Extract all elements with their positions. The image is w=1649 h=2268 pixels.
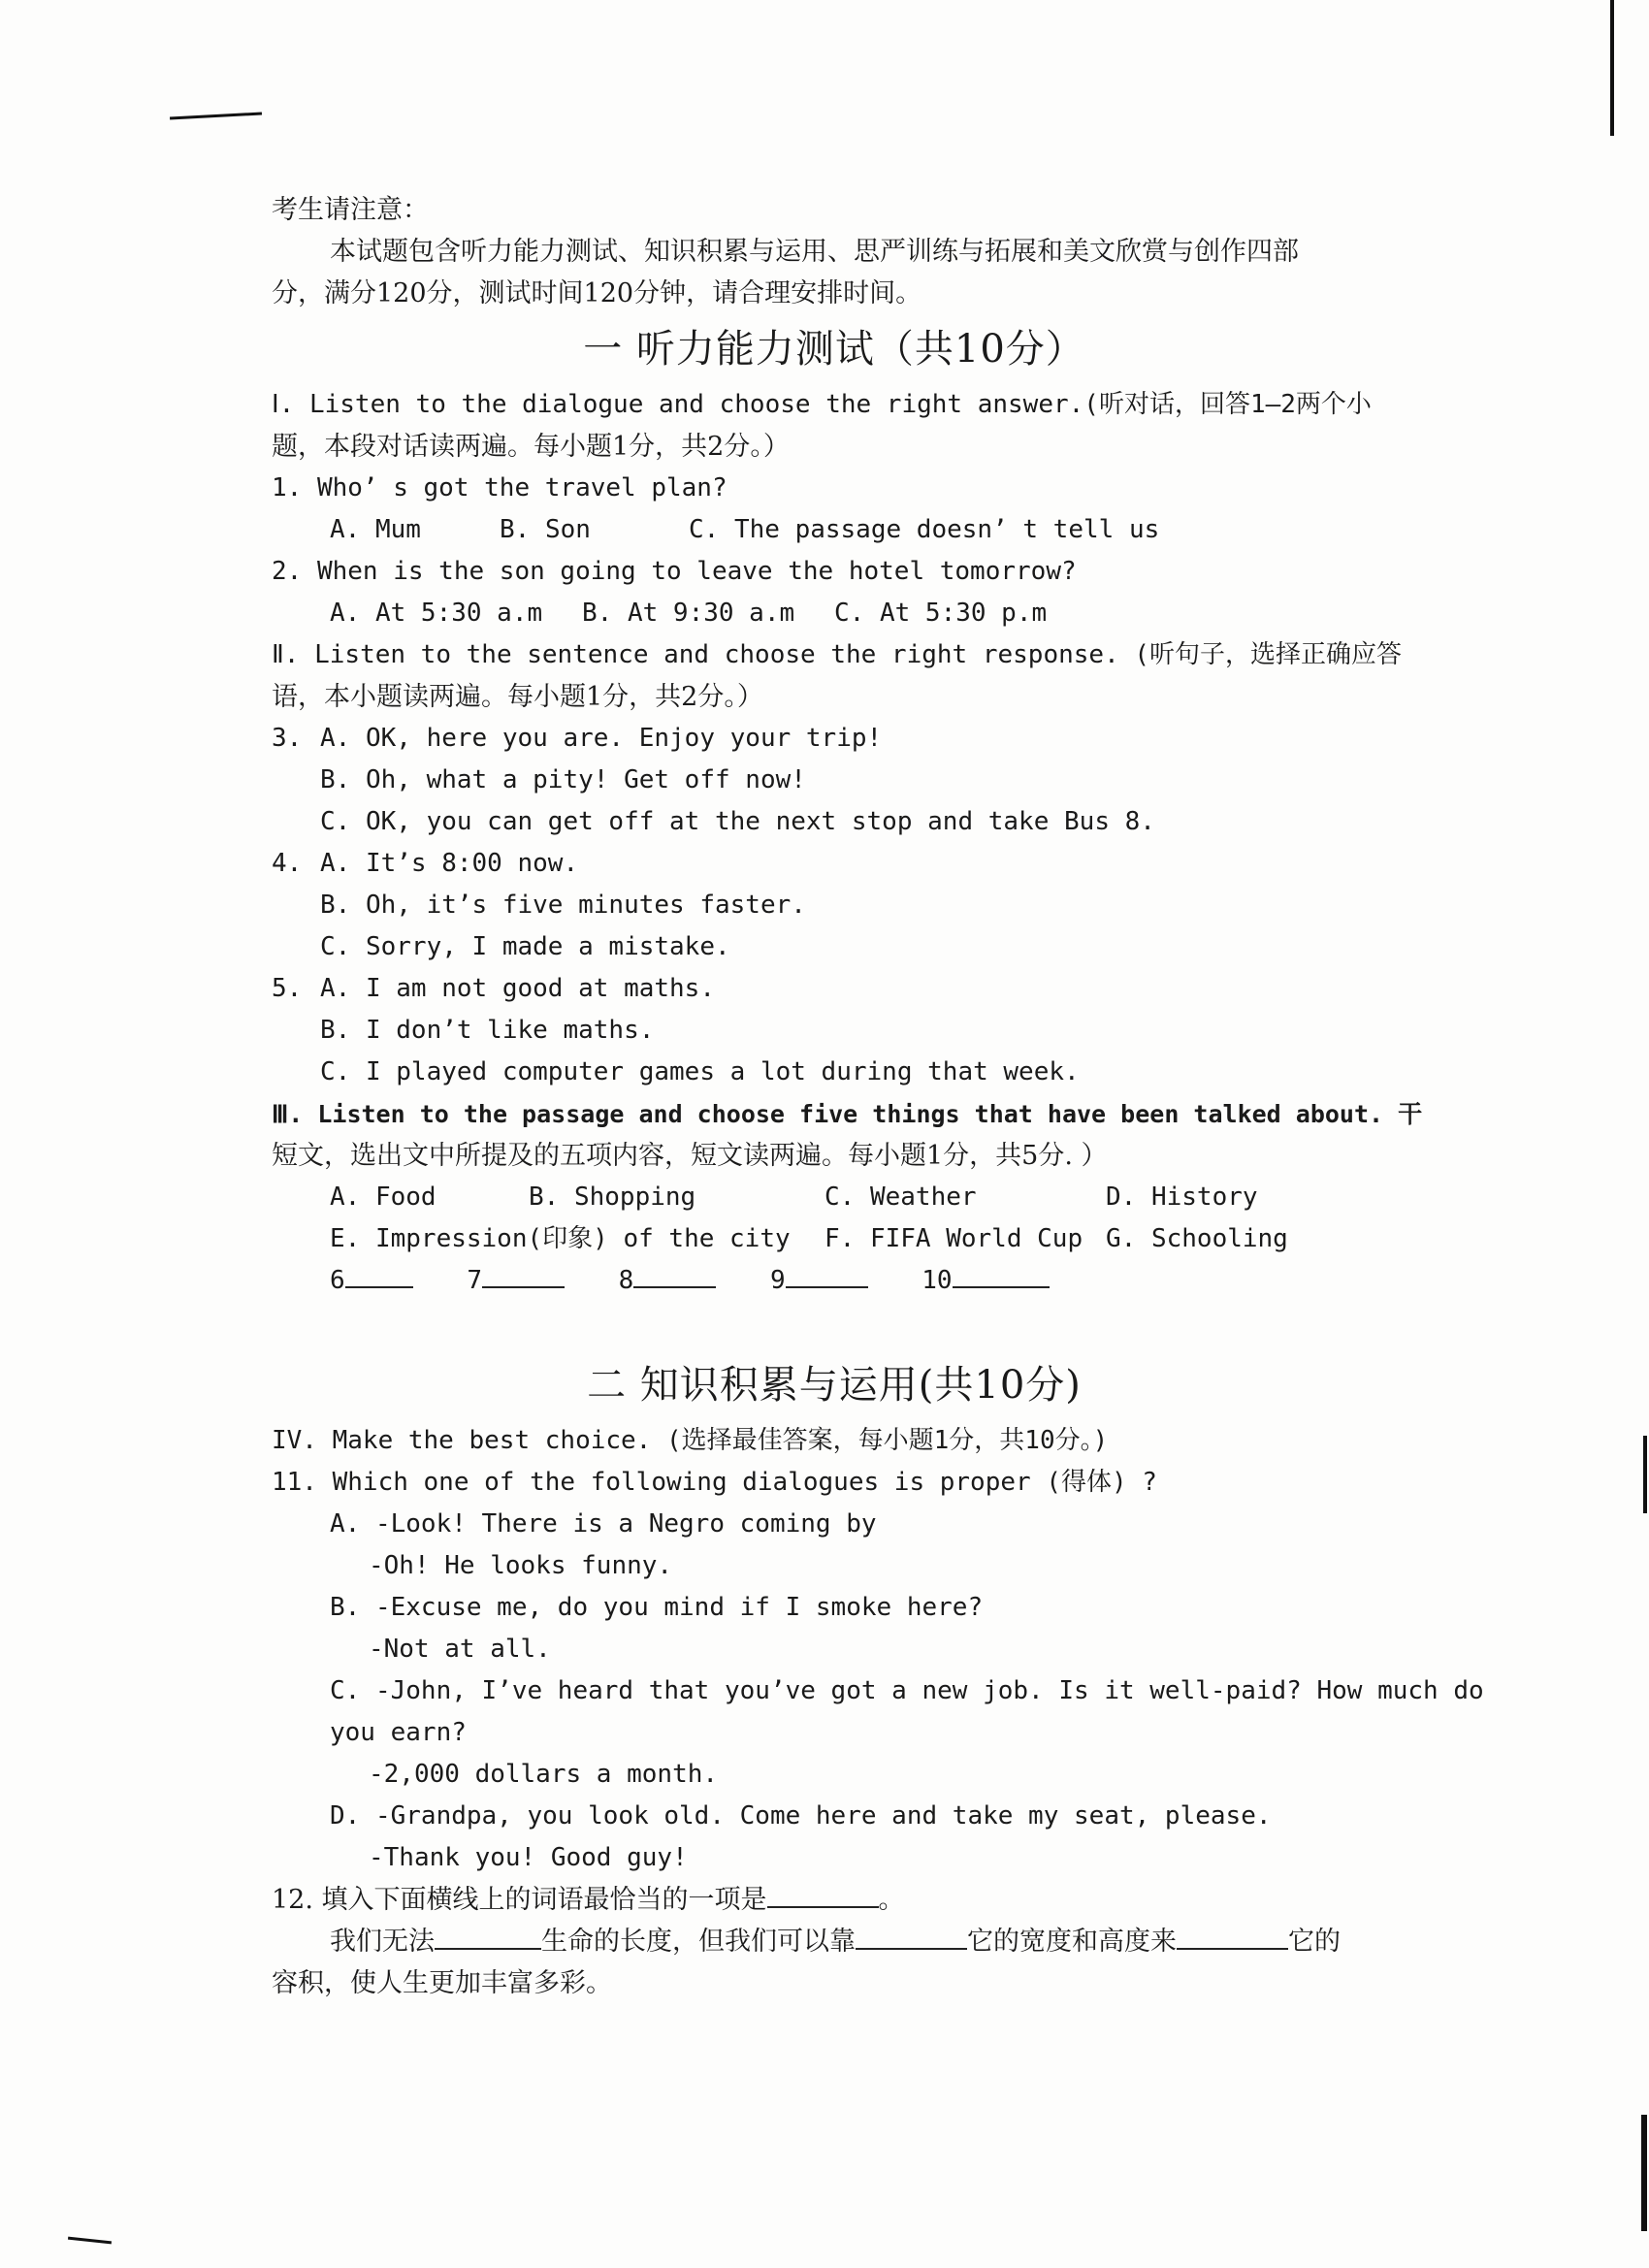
scan-mark-top-right [1610, 0, 1614, 136]
notice-line-1: 本试题包含听力能力测试、知识积累与运用、思严训练与拓展和美文欣赏与创作四部 [330, 237, 1299, 267]
question-2-option-a: A. At 5:30 a.m [330, 599, 543, 628]
question-11-option-c-line-2: you earn? [330, 1718, 467, 1747]
scan-mark-top-left [170, 113, 262, 120]
question-11-option-b-line-1: B. -Excuse me, do you mind if I smoke here? [330, 1593, 984, 1622]
question-5-option-a-row [272, 968, 1397, 1010]
question-4-number: 4. [272, 849, 303, 878]
blank-8[interactable] [633, 1261, 716, 1288]
section-gap [272, 1302, 1397, 1350]
blank-8-label: 8 [618, 1266, 634, 1295]
question-11-option-d-line-1: D. -Grandpa, you look old. Come here and take my seat, please. [330, 1801, 1272, 1831]
part-1-instruction-1: Ⅰ. Listen to the dialogue and choose the right answer.(听对话，回答1—2两个小 [272, 390, 1372, 419]
blank-7[interactable] [482, 1261, 565, 1288]
question-12-sentence-line-2: 容积，使人生更加丰富多彩。 [272, 1968, 612, 1998]
question-11-stem: 11. Which one of the following dialogues is proper (得体) ? [272, 1468, 1157, 1497]
part-3-option-f: F. FIFA World Cup [824, 1224, 1083, 1253]
question-4-option-c: C. Sorry, I made a mistake. [320, 932, 730, 961]
question-12-blank-2[interactable] [856, 1923, 967, 1950]
question-3-number: 3. [272, 724, 303, 753]
question-12-answer-blank[interactable] [767, 1881, 879, 1908]
question-1-option-b: B. Son [500, 515, 591, 544]
part-3-option-d: D. History [1106, 1183, 1258, 1212]
question-12-blank-1[interactable] [435, 1923, 541, 1950]
part-3-options-row-1 [272, 1177, 1397, 1218]
part-3-option-a: A. Food [330, 1183, 436, 1212]
blank-10[interactable] [953, 1261, 1050, 1288]
question-1-stem: 1. Who’ s got the travel plan? [272, 473, 728, 502]
part-3-option-e: E. Impression(印象) of the city [330, 1224, 791, 1253]
question-5-option-c: C. I played computer games a lot during that week. [320, 1057, 1080, 1086]
question-12-blank-3[interactable] [1177, 1923, 1288, 1950]
part-3-option-g: G. Schooling [1106, 1224, 1288, 1253]
question-4-option-a: A. It’s 8:00 now. [320, 849, 579, 878]
question-4-option-b: B. Oh, it’s five minutes faster. [320, 891, 806, 920]
part-3-instruction-1: Ⅲ. Listen to the passage and choose five things that have been talked about. 干 [272, 1100, 1423, 1128]
part-2-instruction-1: Ⅱ. Listen to the sentence and choose the right response. (听句子，选择正确应答 [272, 640, 1403, 669]
part-3-answer-blanks [272, 1260, 1397, 1302]
question-5-option-b: B. I don’t like maths. [320, 1016, 655, 1045]
part-2-instruction-2: 语，本小题读两遍。每小题1分，共2分。） [272, 682, 763, 712]
question-12-stem-row [272, 1879, 1397, 1921]
exam-page [272, 189, 1484, 2004]
question-3-option-b: B. Oh, what a pity! Get off now! [320, 765, 806, 794]
question-11-option-c-line-1: C. -John, I’ve heard that you’ve got a new job. Is it well-paid? How much do [330, 1676, 1484, 1705]
question-12-stem: 12. 填入下面横线上的词语最恰当的一项是 [272, 1885, 767, 1915]
question-2-option-b: B. At 9:30 a.m [582, 599, 795, 628]
blank-10-label: 10 [922, 1266, 953, 1295]
question-2-option-c: C. At 5:30 p.m [834, 599, 1048, 628]
question-3-option-c: C. OK, you can get off at the next stop and take Bus 8. [320, 807, 1155, 836]
blank-6[interactable] [345, 1261, 413, 1288]
question-11-option-a-line-1: A. -Look! There is a Negro coming by [330, 1509, 877, 1539]
question-12-stem-end: 。 [878, 1885, 905, 1915]
question-1-option-a: A. Mum [330, 515, 421, 544]
question-12-part-2: 生命的长度，但我们可以靠 [541, 1927, 856, 1957]
question-12-part-1: 我们无法 [330, 1927, 435, 1957]
question-2-options [272, 593, 1397, 634]
notice-title: 考生请注意： [272, 195, 429, 225]
blank-6-label: 6 [330, 1266, 345, 1295]
section-1-title: 一 听力能力测试（共10分） [583, 327, 1085, 372]
part-3-option-b: B. Shopping [529, 1183, 696, 1212]
question-12-part-4: 它的 [1288, 1927, 1341, 1957]
blank-7-label: 7 [467, 1266, 482, 1295]
question-12-part-3: 它的宽度和高度来 [967, 1927, 1177, 1957]
question-1-option-c: C. The passage doesn’ t tell us [689, 515, 1160, 544]
scan-mark-bottom-left [68, 2237, 112, 2245]
blank-9-label: 9 [769, 1266, 786, 1295]
question-11-option-b-line-2: -Not at all. [369, 1635, 551, 1664]
section-2-title: 二 知识积累与运用(共10分) [587, 1363, 1082, 1408]
question-3-option-a-row [272, 718, 1397, 760]
question-5-number: 5. [272, 974, 303, 1003]
part-3-option-c: C. Weather [824, 1183, 977, 1212]
question-11-option-c-line-3: -2,000 dollars a month. [369, 1760, 719, 1789]
question-3-option-a: A. OK, here you are. Enjoy your trip! [320, 724, 883, 753]
part-3-options-row-2 [272, 1218, 1397, 1260]
question-11-option-d-line-2: -Thank you! Good guy! [369, 1843, 688, 1872]
question-12-sentence-line-1 [272, 1921, 1397, 1962]
scan-mark-right-edge [1643, 1436, 1647, 1513]
blank-9[interactable] [786, 1261, 868, 1288]
question-11-option-a-line-2: -Oh! He looks funny. [369, 1551, 673, 1580]
part-3-instruction-2: 短文，选出文中所提及的五项内容，短文读两遍。每小题1分，共5分. ） [272, 1141, 1108, 1171]
question-2-stem: 2. When is the son going to leave the hotel tomorrow? [272, 557, 1077, 586]
question-4-option-a-row [272, 843, 1397, 885]
question-5-option-a: A. I am not good at maths. [320, 974, 715, 1003]
part-4-instruction: IV. Make the best choice. (选择最佳答案，每小题1分，共10分。) [272, 1426, 1109, 1455]
part-1-instruction-2: 题，本段对话读两遍。每小题1分，共2分。） [272, 432, 790, 462]
scan-mark-bottom-right [1641, 2115, 1647, 2231]
notice-line-2: 分，满分120分，测试时间120分钟，请合理安排时间。 [272, 278, 922, 308]
question-1-options [272, 509, 1397, 551]
